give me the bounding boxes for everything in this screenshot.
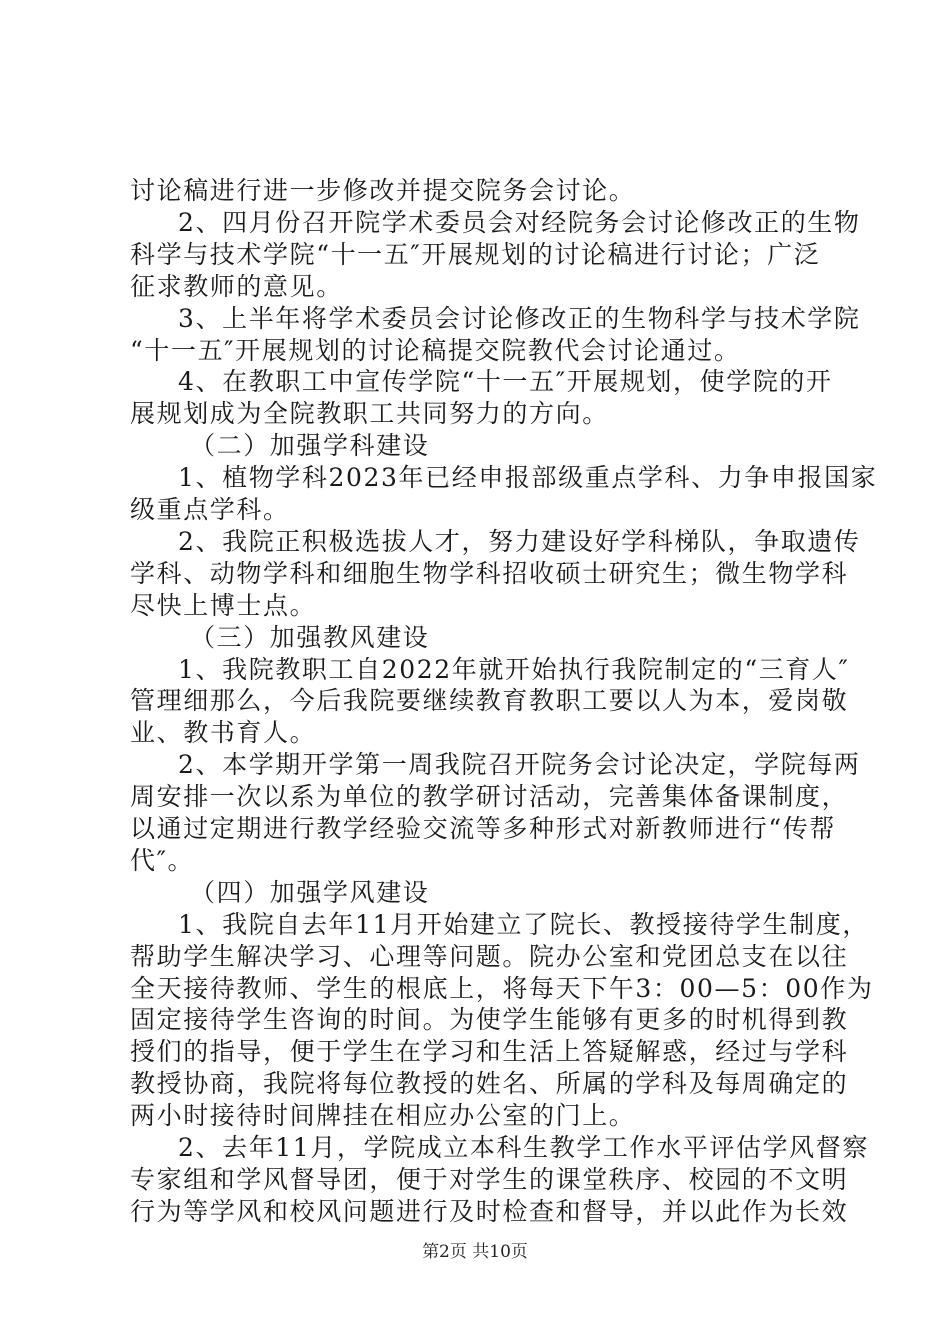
paragraph-start-line: 2、四月份召开院学术委员会对经院务会讨论修改正的生物 (178, 207, 861, 237)
text-line: 学科、动物学科和细胞生物学科招收硕士研究生；微生物学科 (130, 558, 849, 588)
text-line: “十一五″开展规划的讨论稿提交院教代会讨论通过。 (130, 335, 741, 365)
text-line: 授们的指导，便于学生在学习和生活上答疑解惑，经过与学科 (130, 1037, 849, 1067)
text-line: 全天接待教师、学生的根底上，将每天下午3：00—5：00作为 (130, 973, 874, 1003)
text-line: 行为等学风和校风问题进行及时检查和督导，并以此作为长效 (130, 1196, 849, 1226)
text-line: 两小时接待时间牌挂在相应办公室的门上。 (130, 1101, 636, 1131)
text-line: 级重点学科。 (130, 495, 290, 524)
paragraph-start-line: 4、在教职工中宣传学院“十一五″开展规划，使学院的开 (178, 367, 833, 397)
text-line: 业、教书育人。 (130, 718, 317, 748)
text-line: 征求教师的意见。 (130, 271, 343, 301)
text-line: 尽快上博士点。 (130, 590, 317, 620)
text-line: 展规划成为全院教职工共同努力的方向。 (130, 399, 609, 429)
text-line: 管理细那么，今后我院要继续教育教职工要以人为本，爱岗敬 (130, 686, 849, 716)
text-line: 周安排一次以系为单位的教学研讨活动，完善集体备课制度， (130, 782, 849, 812)
paragraph-start-line: 2、去年11月，学院成立本科生教学工作水平评估学风督察 (178, 1133, 869, 1162)
paragraph-start-line: 3、上半年将学术委员会讨论修改正的生物科学与技术学院 (178, 303, 861, 333)
paragraph-start-line: 2、本学期开学第一周我院召开院务会讨论决定，学院每两 (178, 750, 861, 780)
text-line: 固定接待学生咨询的时间。为使学生能够有更多的时机得到教 (130, 1005, 849, 1035)
section-heading: （四）加强学风建设 (190, 877, 430, 907)
text-line: 专家组和学风督导团，便于对学生的课堂秩序、校园的不文明 (130, 1164, 849, 1194)
paragraph-start-line: 2、我院正积极选拔人才，努力建设好学科梯队，争取遗传 (178, 526, 861, 556)
text-line: 代″。 (130, 845, 195, 875)
paragraph-start-line: 1、植物学科2023年已经申报部级重点学科、力争申报国家 (178, 463, 878, 493)
paragraph-start-line: 1、我院自去年11月开始建立了院长、教授接待学生制度， (178, 909, 869, 939)
text-line: 科学与技术学院“十一五″开展规划的讨论稿进行讨论；广泛 (130, 239, 821, 269)
section-heading: （二）加强学科建设 (190, 431, 430, 461)
text-line: 帮助学生解决学习、心理等问题。院办公室和党团总支在以往 (130, 941, 849, 971)
paragraph-start-line: 1、我院教职工自2022年就开始执行我院制定的“三育人″ (178, 654, 850, 684)
page-number-footer: 第2页 共10页 (422, 1242, 528, 1262)
text-line: 以通过定期进行教学经验交流等多种形式对新教师进行“传帮 (130, 814, 836, 843)
section-heading: （三）加强教风建设 (190, 622, 430, 652)
text-line: 教授协商，我院将每位教授的姓名、所属的学科及每周确定的 (130, 1069, 849, 1099)
text-line: 讨论稿进行进一步修改并提交院务会讨论。 (130, 176, 636, 205)
